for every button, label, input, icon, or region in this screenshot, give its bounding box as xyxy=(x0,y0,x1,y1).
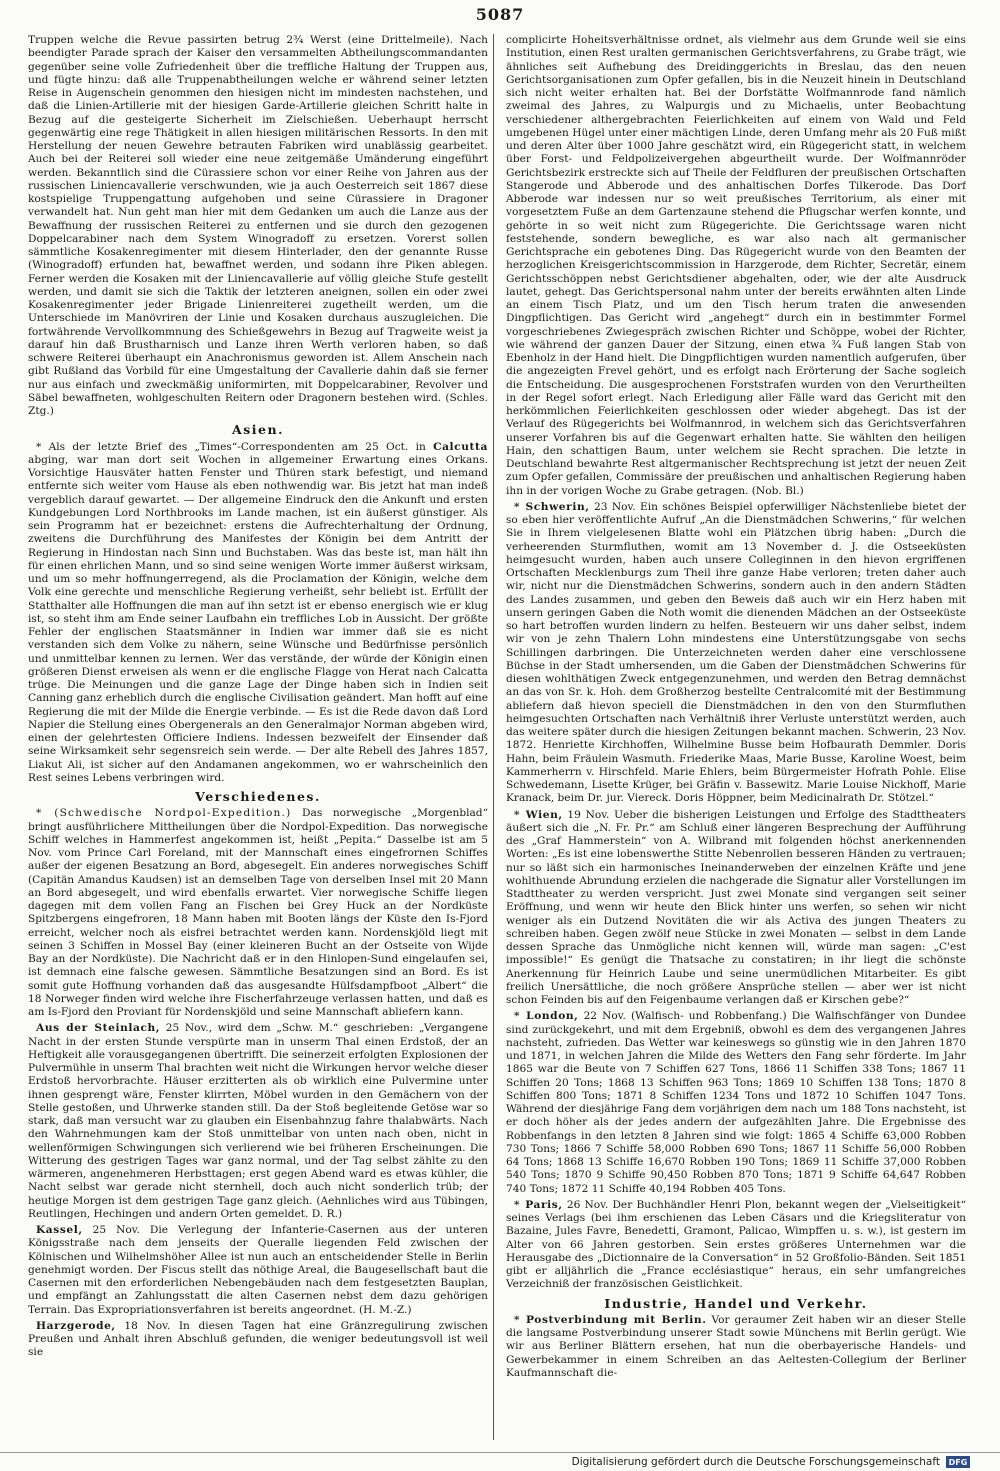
article-steinlach xyxy=(28,1022,488,1221)
dfg-logo: DFG xyxy=(946,1456,970,1468)
right-column xyxy=(506,34,966,1442)
article-london xyxy=(506,1010,966,1196)
dateline-calcutta: Calcutta xyxy=(433,440,488,453)
article-schwerin xyxy=(506,501,966,806)
dateline-schwerin: * Schwerin, xyxy=(514,500,590,513)
article-calcutta-lead: * Als der letzte Brief des „Times“-Correspondenten am 25 Oct. in xyxy=(36,440,434,453)
dateline-kassel: Kassel, xyxy=(36,1224,83,1236)
article-kassel xyxy=(28,1224,488,1317)
article-nordpol-title: * (Schwedische Nordpol-Expedition.) xyxy=(36,807,292,820)
left-column xyxy=(28,34,488,1442)
footer xyxy=(572,1455,970,1469)
article-nordpol-body: Das norwegische „Morgenblad“ bringt ausführlichere Mittheilungen über die Nordpol-Expedition. Das norwegische Schiff welches in Hammerfest angekommen ist, heißt „Pepita.“ Dasselbe ist am 5 Nov. vom Prince Carl Foreland, mit der Mannschaft eines eingefrornen Schiffes außer der eigenen Besatzung an Bord, abgesegelt. Ein anderes norwegisches Schiff (Capitän Amandus Kaudsen) ist an demselben Tage von derselben Insel mit 20 Mann an Bord abgesegelt, und wird ebenfalls erwartet. Vier norwegische Schiffe liegen dagegen mit dem vollen Fang an Fischen bei Grey Huck an der Nordküste Spitzbergens eingefroren, 18 Mann haben mit Booten längs der Küste den Is-Fjord erreicht, welcher noch als eisfrei betrachtet werden kann. Nordenskjöld liegt mit seinen 3 Schiffen in Mossel Bay (einer kleineren Bucht an der Ostseite von Wijde Bay an der Nordküste). Die Nachricht daß er in den Hinlopen-Sund eingelaufen sei, ist demnach eine falsche gewesen. Sämmtliche Besatzungen sind an Bord. Es ist somit gute Hoffnung vorhanden daß das ausgesandte Hülfsdampfboot „Albert“ die 18 Norweger finden wird welche ihre Fischerfahrzeuge verlassen hatten, und daß es am Is-Fjord den Proviant für Nordenskjöld und seine Mannschaft abliefern kann. xyxy=(28,807,488,1018)
dateline-wien: * Wien, xyxy=(514,808,563,821)
article-nordpol xyxy=(28,807,488,1019)
article-paris-body: 26 Nov. Der Buchhändler Henri Plon, bekannt wegen der „Vielseitigkeit“ seines Verlags (bei ihm erschienen das Leben Cäsars und die Kriegsliteratur von Bazaine, Jules Favre, Benedetti, Gramont, Palicao, Wimpffen u. s. w.), ist gestern im Alter von 66 Jahren gestorben. Sein erstes größeres Unternehmen war die Herausgabe des „Dictionnaire de la Conversation“ in 52 Großfolio-Bänden. Seit 1851 gibt er alljährlich die „France ecclésiastique“ heraus, ein sehr umfangreiches Verzeichniß der französischen Geistlichkeit. xyxy=(506,1198,966,1291)
article-paris xyxy=(506,1199,966,1292)
page-number: 5087 xyxy=(475,5,525,24)
article-harzgerode xyxy=(28,1320,488,1360)
dateline-london: * London, xyxy=(514,1010,579,1023)
article-russia-cavalry: Truppen welche die Revue passirten betrug 2¾ Werst (eine Drittelmeile). Nach beendigter Parade sprach der Kaiser den versammelten Abtheilungscommandanten gegenüber seine volle Zufriedenheit über die treffliche Haltung der Truppen aus, und fügte hinzu: daß alle Truppenabtheilungen welche er während seiner letzten Reise in Augenschein genommen den hiesigen nicht im mindesten nachstehen, und daß die Linien-Artillerie mit der hiesigen Garde-Artillerie gleichen Schritt halte in Bezug auf die gesteigerte Sicherheit im Zielschießen. Ueberhaupt herrscht gegenwärtig eine rege Thätigkeit in allen hiesigen militärischen Ressorts. In den mit Herstellung der neuen Gewehre betrauten Fabriken wird unablässig gearbeitet. Auch bei der Reiterei soll wieder eine neue zeitgemäße Umänderung eingeführt werden. Bekanntlich sind die Cürassiere schon vor einer Reihe von Jahren aus der russischen Liniencavallerie verschwunden, wie ja auch Oesterreich seit 1867 diese kostspielige Truppengattung aufgehoben und seine Cürassiere in Dragoner verwandelt hat. Nun geht man hier mit dem Gedanken um auch die Lanze aus der Bewaffnung der russischen Reiterei zu entfernen und sie durch den gezogenen Doppelcarabiner nach dem System Winogradoff zu ersetzen. Vorerst sollen sämmtliche Kosakenregimenter mit diesem Hinterlader, den der genannte Russe (Winogradoff) erfunden hat, bewaffnet werden, und sodann ihre Piken ablegen. Ferner werden die Kosaken mit der Liniencavallerie auf völlig gleiche Stufe gestellt werden, und damit sie sich die Taktik der letzteren aneignen, sollen ein oder zwei Kosakenregimenter jeder Brigade Linienreiterei zugetheilt werden, um die Unterschiede im Manövriren der Linie und Kosaken durchaus auszugleichen. Die fortwährende Vervollkommnung des Schießgewehrs in Bezug auf Tragweite weist ja darauf hin daß Brustharnisch und Lanze ihren Werth verloren haben, so daß schwere Reiterei überhaupt ein Anachronismus geworden ist. Allem Anschein nach gibt Rußland das Vorbild für eine Umgestaltung der Cavallerie dahin daß sie ferner nur aus einfach und zweckmäßig uniformirten, mit Doppelcarabiner, Revolver und Säbel bewaffneten, wohlgeschulten Reitern oder Dragonern bestehen wird. (Schles. Ztg.) xyxy=(28,34,488,417)
dateline-paris: * Paris, xyxy=(514,1198,563,1211)
article-postverbindung xyxy=(506,1314,966,1380)
dateline-postverbindung: * Postverbindung mit Berlin. xyxy=(514,1313,707,1326)
footer-rule xyxy=(0,1452,1000,1453)
section-heading-verschiedenes: Verschiedenes. xyxy=(195,789,321,804)
column-divider xyxy=(493,34,494,1440)
dateline-steinlach: Aus der Steinlach, xyxy=(36,1022,161,1035)
article-steinlach-body: 25 Nov., wird dem „Schw. M.“ geschrieben: „Vergangene Nacht in der ersten Stunde verspürte man in unserm Thal einen Erdstoß, der an Heftigkeit alle vorausgegangenen übertrifft. Die seinerzeit erfolgten Explosionen der Pulvermühle in unserm Thal brachten weit nicht die Wirkungen hervor welche dieser Erdstoß hervorbrachte. Häuser erzitterten als ob wirklich eine Pulvermine unter ihnen gesprengt wäre, Fenster klirrten, Möbel wurden in den Gemächern von der Stelle gestoßen, und Uhrwerke standen still. Da der Stoß begleitende Getöse war so stark, daß man versucht war zu glauben ein Eisenbahnzug fahre thalabwärts. Nach den Wahrnehmungen kam der Stoß unmittelbar von unten nach oben, nicht in wellenförmigen Schwingungen sich verlierend wie bei früheren Erscheinungen. Die Witterung des gestrigen Tages war ganz normal, und der Tag selbst zählte zu den wärmeren, angenehmeren Herbsttagen; erst gegen Abend ward es etwas kühler, die Nacht selbst war gerade nicht sternhell, doch auch nicht sonderlich trüb; der heutige Morgen ist dem gestrigen Tage ganz gleich. (Aehnliches wird aus Tübingen, Reutlingen, Hechingen und andern Orten gemeldet. D. R.) xyxy=(28,1022,488,1220)
article-postverbindung-body: Vor geraumer Zeit haben wir an dieser Stelle die langsame Postverbindung unserer Stadt sowie Münchens mit Berlin gerügt. Wie wir aus Berliner Blättern ersehen, hat nun die oberbayerische Handels- und Gewerbekammer in einem Schreiben an das Aeltesten-Collegium der Berliner Kaufmannschaft die- xyxy=(506,1313,966,1379)
footer-text: Digitalisierung gefördert durch die Deutsche Forschungsgemeinschaft xyxy=(571,1456,940,1468)
article-london-body: 22 Nov. (Walfisch- und Robbenfang.) Die Walfischfänger von Dundee sind zurückgekehrt, und mit dem Ergebniß, obwohl es dem des vergangenen Jahres nachsteht, zufrieden. Das Wetter war keineswegs so günstig wie in den Jahren 1870 und 1871, in welchen Jahren die Milde des Wetters den Fang sehr förderte. Im Jahr 1865 war die Beute von 7 Schiffen 627 Tons, 1866 11 Schiffen 338 Tons; 1867 11 Schiffen 20 Tons; 1868 13 Schiffen 963 Tons; 1869 10 Schiffen 138 Tons; 1870 8 Schiffen 800 Tons; 1871 8 Schiffen 1234 Tons und 1872 10 Schiffen 1047 Tons. Während der diesjährige Fang dem vorjährigen dem nach um 188 Tons nachsteht, ist er doch höher als der jedes andern der aufgezählten Jahre. Die Ergebnisse des Robbenfangs in den letzten 8 Jahren sind wie folgt: 1865 4 Schiffe 63,000 Robben 730 Tons; 1866 7 Schiffe 58,000 Robben 690 Tons; 1867 11 Schiffe 56,000 Robben 64 Tons; 1868 13 Schiffe 16,670 Robben 190 Tons; 1869 11 Schiffe 37,000 Robben 540 Tons; 1870 9 Schiffe 90,450 Robben 870 Tons; 1871 9 Schiffe 64,647 Robben 740 Tons; 1872 11 Schiffe 40,194 Robben 405 Tons. xyxy=(506,1010,966,1195)
section-heading-asien: Asien. xyxy=(232,422,284,438)
dateline-harzgerode: Harzgerode, xyxy=(36,1319,116,1332)
article-calcutta-body: abging, war man dort seit Wochen in allgemeiner Erwartung eines Orkans. Vorsichtige Hausväter hatten Fenster und Thüren stark befestigt, und niemand entfernte sich weiter vom Hause als eben nothwendig war. Bis jetzt hat man indeß vergeblich darauf gewartet. — Der allgemeine Eindruck den die Ankunft und ersten Kundgebungen Lord Northbrooks im Lande machen, ist ein äußerst günstiger. Als sein Programm hat er bezeichnet: erstens die Aufrechterhaltung der Ordnung, zweitens die Durchführung des Manifestes der Königin bei dem Antritt der Regierung in Hindostan nach Sinn und Buchstaben. Was das beste ist, man hält ihn für einen ehrlichen Mann, und so sind seine wenigen Worte immer äußerst wirksam, und um so mehr hoffnungerregend, als die Proclamation der Königin, welche dem Volk eine gerechte und menschliche Regierung verheißt, sehr beliebt ist. Erfüllt der Statthalter alle Hoffnungen die man auf ihn setzt ist er ebenso energisch wie er klug ist, so steht ihm am Ende seiner Laufbahn ein treffliches Lob in Aussicht. Der größte Fehler der englischen Staatsmänner in Indien war immer daß sie es nicht verstanden sich dem Volke zu nähern, seine Wünsche und Bedürfnisse persönlich und unmittelbar kennen zu lernen. Wer das verstände, der würde der Königin einen größeren Dienst erweisen als wenn er die englische Flagge von Herat nach Calcatta trüge. Die Meinungen und die ganze Lage der Dinge haben sich in Indien seit Canning ganz erheblich durch die englische Civilisation geändert. Man hofft auf eine Regierung die mit der Milde die Energie verbinde. — Es ist die Rede davon daß Lord Napier die Stellung eines Obergenerals an den Generalmajor Norman abgeben wird, einen der gelehrtesten Officiere Indiens. Indessen bezweifelt der Einsender daß seine Wirksamkeit sehr segensreich sein werde. — Der alte Rebell des Jahres 1857, Liakut Ali, ist sicher auf den Andamanen angekommen, wo er wahrscheinlich den Rest seines Lebens verbringen wird. xyxy=(28,453,488,784)
article-calcutta xyxy=(28,441,488,786)
article-wien-body: 19 Nov. Ueber die bisherigen Leistungen und Erfolge des Stadttheaters äußert sich die „N. Fr. Pr.“ am Schluß einer längeren Besprechung der Aufführung des „Graf Hammerstein“ von A. Wilbrand mit folgenden höchst anerkennenden Worten: „Es ist eine lobenswerthe Stitte Nebenrollen besseren Händen zu vertrauen; nur so läßt sich ein harmonisches Ineinanderweben der einzelnen Kräfte und jene wohlthuende Abrundung erzielen die nachgerade die Signatur aller Vorstellungen im Stadttheater zu werden verspricht. Just zwei Monate sind vergangen seit seiner Eröffnung, und wenn wir heute den Blick hinter uns werfen, so sehen wir nicht weniger als ein Dutzend Novitäten die wir als Activa des jungen Theaters zu schreiben haben. Gegen zwölf neue Stücke in zwei Monaten — selbst in dem Lande dessen Sprache das Unmögliche nicht kennen will, würde man sagen: „C'est impossible!“ Es genügt die Thatsache zu constatiren; in ihr liegt die schönste Anerkennung für Heinrich Laube und seine unermüdlichen Mitarbeiter. Es gibt freilich Unersättliche, die noch größere Ansprüche stellen — aber wer ist nicht schon Feinden bis auf den Feigenbaume verlangen daß er Kirschen gebe?“ xyxy=(506,808,966,1006)
article-kassel-body: 25 Nov. Die Verlegung der Infanterie-Casernen aus der unteren Königsstraße nach dem jenseits der Queralle liegenden Feld zwischen der Kölnischen und Wilhelmshöher Allee ist nun auch an entscheidender Stelle in Berlin genehmigt worden. Der Fiscus stellt das nöthige Areal, die Baugesellschaft baut die Casernen mit den erforderlichen Nebengebäuden nach dem festgesetzten Bauplan, und empfängt an Zahlungsstatt die alten Casernen nebst dem dazu gehörigen Terrain. Das Expropriationsverfahren ist bereits angeordnet. (H. M.-Z.) xyxy=(28,1224,488,1316)
article-ruegegericht: complicirte Hoheitsverhältnisse ordnet, als vielmehr aus dem Grunde weil sie eins Institution, einen Rest uralten germanischen Gerichtsverfahrens, zu Grabe trägt, wie ähnliches seit Aufhebung des Dreidinggerichts in Breslau, das den neuen Gerichtsorganisationen zum Opfer gefallen, bis in die Neuzeit hinein in Deutschland sich nicht weiter erhalten hat. Bei der Dorfstätte Wolfmannrode fand nämlich zweimal des Jahres, zu Walpurgis und zu Michaelis, unter Beobachtung verschiedener althergebrachten Feierlichkeiten auf einem von Wald und Feld umgebenen Hügel unter einer mächtigen Linde, deren Umfang mehr als 20 Fuß mißt und deren Alter über 1000 Jahre geschätzt wird, ein Rügegericht statt, in welchem über Forst- und Feldpolizeivergehen abgeurtheilt wurde. Der Wolfmannröder Gerichtsbezirk erstreckte sich auf Theile der Feldfluren der preußischen Ortschaften Stangerode und Abberode und des anhaltischen Dorfes Tilkerode. Das Dorf Abberode war indessen nur so weit preußisches Territorium, als einer mit vorgesetztem Fuße an dem Gartenzaune stehend die Pflugschar werfen konnte, und gehörte in so weit nicht zum Rügegerichte. Die Gerichtssage waren nicht feststehende, sondern bewegliche, es war also nach alt germanischer Gerichtsprache ein gebotenes Ding. Das Rügegericht wurde von den Beamten der herzoglichen Kreisgerichtscommission in Harzgerode, dem Richter, Secretär, einem Gerichtsschöppen nebst Gerichtsdiener abgehalten, oder, wie der alte Ausdruck lautet, gehegt. Das Gerichtspersonal nahm unter der bereits erwähnten alten Linde an einem Tisch Platz, und um den Tisch herum traten die anwesenden Dingpflichtigen. Das Gericht wird „angehegt“ durch ein in bestimmter Formel vorgeschriebenes Zwiegespräch zwischen Richter und Schöppe, wobei der Richter, wie während der ganzen Dauer der Sitzung, einen etwa ¾ Fuß langen Stab von Ebenholz in der Hand hielt. Die Dingpflichtigen wurden namentlich aufgerufen, über die angezeigten Frevel gehört, und es erfolgt nach Erörterung der Sache sogleich die Entscheidung. Die ausgesprochenen Forststrafen wurden von den Verurtheilten in der Regel sofort erlegt. Nach Erledigung aller Fälle ward das Gericht mit den herkömmlichen Feierlichkeiten geschlossen oder wieder abgehegt. Das ist der Verlauf des Rügegerichts bei Wolfmannrod, in welchem sich das Gerichtsverfahren unserer Vorfahren bis auf die Gegenwart erhalten hatte. Sie wählten den heiligen Hain, den schattigen Baum, unter welchem sie Recht sprachen. Die letzte in Deutschland bewahrte Rest altgermanischer Rechtsprechung ist jetzt der neuen Zeit zum Opfer gefallen, Commissäre der preußischen und anhaltischen Regierung haben ihn in der vorigen Woche zu Grabe getragen. (Nob. Bl.) xyxy=(506,34,966,497)
article-schwerin-body: 23 Nov. Ein schönes Beispiel opferwilliger Nächstenliebe bietet der so eben hier veröffentlichte Aufruf „An die Dienstmädchen Schwerins,“ für welchen Sie in Ihrem vielgelesenen Blatte wohl ein Plätzchen übrig haben: „Durch die verheerenden Sturmfluthen, womit am 13 November d. J. die Ostseeküsten heimgesucht wurden, haben auch unsere Colleginnen in den hievon ergriffenen Ortschaften Mecklenburgs zum Theil ihre ganze Habe verloren; treten daher auch wir, nicht nur die Dienstmädchen Schwerins, sondern auch in den andern Städten des Landes zusammen, und geben den Beweis daß auch wir ein Herz haben mit unsern geringen Gaben die Noth womit die dienenden Mädchen an der Ostseeküste so hart betroffen wurden lindern zu helfen. Besteuern wir uns daher selbst, indem wir von je zehn Thalern Lohn mindestens eine Unterstützungsgabe von sechs Schillingen darbringen. Die Unterzeichneten werden daher eine verschlossene Büchse in der Stadt umhersenden, um die Gaben der Dienstmädchen Schwerins für diesen wohlthätigen Zweck entgegenzunehmen, und werden den Betrag demnächst an das von Sr. k. Hoh. dem Großherzog bestellte Centralcomité mit der Bestimmung abliefern daß hievon speciell die Dienstmädchen in den von den Sturmfluthen heimgesuchten Ortschaften nach Verhältniß ihrer Verluste unterstützt werden, auch das weitere später durch die hiesigen Zeitungen bekannt machen. Schwerin, 23 Nov. 1872. Henriette Kirchhoffen, Wilhelmine Busse beim Hofbaurath Demmler. Doris Hahn, beim Fräulein Wasmuth. Friederike Maas, Marie Busse, Karoline Woest, beim Kammerherrn v. Hirschfeld. Marie Ehlers, beim Bürgermeister Hofrath Pohle. Elise Schwedemann, Lisette Krüger, bei Gräfin v. Bassewitz. Marie Louise Nickhoff, Marie Kranack, beim Dr. jur. Viereck. Doris Höppner, beim Medicinalrath Dr. Stötzel.“ xyxy=(506,500,966,805)
article-harzgerode-body: 18 Nov. In diesen Tagen hat eine Gränzregulirung zwischen Preußen und Anhalt ihren Abschluß gefunden, die weniger bedeutungsvoll ist weil sie xyxy=(28,1319,488,1359)
article-wien xyxy=(506,809,966,1008)
section-heading-industrie: Industrie, Handel und Verkehr. xyxy=(604,1295,868,1311)
